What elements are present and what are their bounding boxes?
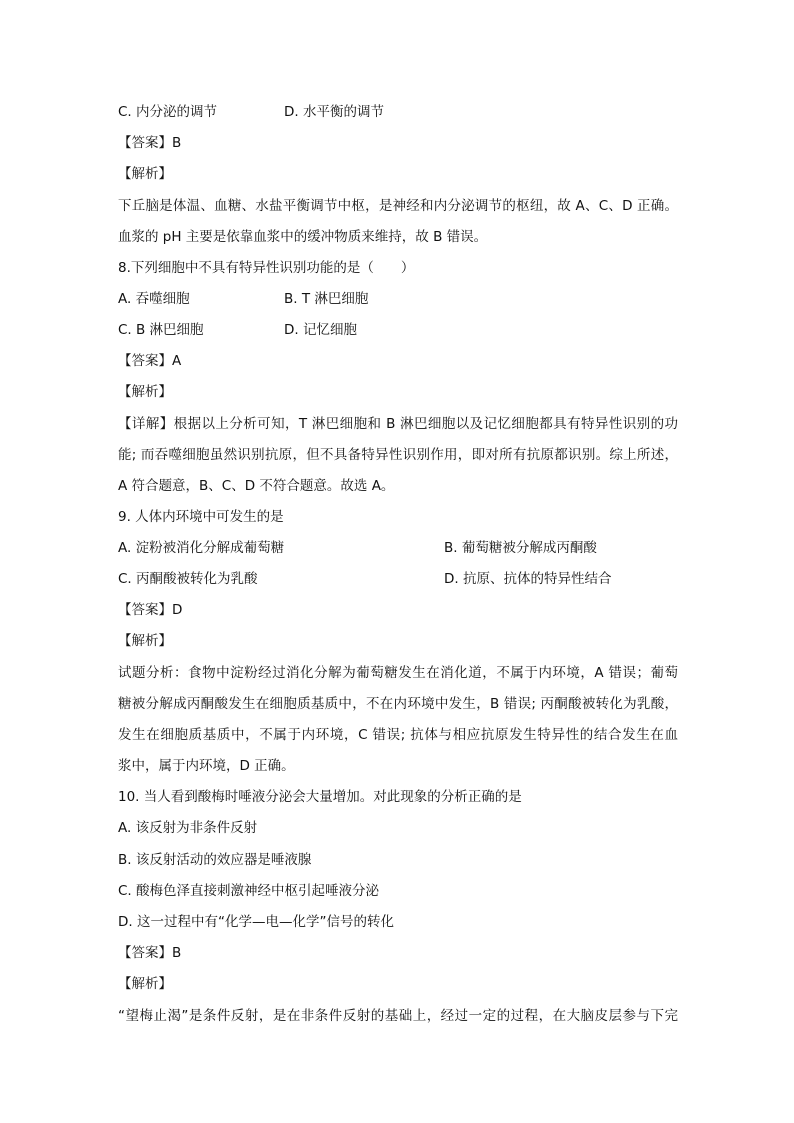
q10-question: 10. 当人看到酸梅时唾液分泌会大量增加。对此现象的分析正确的是: [118, 789, 522, 805]
q10-analysis-line: “望梅止渴”是条件反射，是在非条件反射的基础上，经过一定的过程，在大脑皮层参与下完: [118, 1008, 678, 1024]
q8-analysis-line: 能; 而吞噬细胞虽然识别抗原，但不具备特异性识别作用，即对所有抗原都识别。综上所述，: [118, 447, 678, 463]
q7-analysis-label: 【解析】: [118, 166, 172, 182]
q9-analysis-line: 发生在细胞质基质中，不属于内环境，C 错误; 抗体与相应抗原发生特异性的结合发生在血: [118, 727, 678, 743]
q8-analysis-line: 【详解】根据以上分析可知，T 淋巴细胞和 B 淋巴细胞以及记忆细胞都具有特异性识别的功: [118, 416, 678, 432]
q8-question: 8.下列细胞中不具有特异性识别功能的是（ ）: [118, 260, 415, 276]
q7-option-c: C. 内分泌的调节: [118, 104, 218, 120]
q8-option-b: B. T 淋巴细胞: [284, 291, 369, 307]
q9-option-c: C. 丙酮酸被转化为乳酸: [118, 571, 258, 587]
q7-option-d: D. 水平衡的调节: [284, 104, 384, 120]
q10-analysis-label: 【解析】: [118, 976, 172, 992]
q8-answer: 【答案】A: [118, 353, 182, 369]
q10-answer: 【答案】B: [118, 945, 182, 961]
q8-analysis-line: A 符合题意，B、C、D 不符合题意。故选 A。: [118, 478, 395, 494]
q9-analysis-line: 浆中，属于内环境，D 正确。: [118, 758, 295, 774]
q7-analysis-line: 血浆的 pH 主要是依靠血浆中的缓冲物质来维持，故 B 错误。: [118, 229, 488, 245]
q10-option-b: B. 该反射活动的效应器是唾液腺: [118, 852, 312, 868]
q9-option-b: B. 葡萄糖被分解成丙酮酸: [444, 540, 597, 556]
q9-analysis-line: 糖被分解成丙酮酸发生在细胞质基质中，不在内环境中发生，B 错误; 丙酮酸被转化为乳酸，: [118, 696, 678, 712]
q8-option-a: A. 吞噬细胞: [118, 291, 190, 307]
q10-option-a: A. 该反射为非条件反射: [118, 820, 258, 836]
q10-option-d: D. 这一过程中有“化学—电—化学”信号的转化: [118, 914, 394, 930]
q9-option-a: A. 淀粉被消化分解成葡萄糖: [118, 540, 285, 556]
q7-answer: 【答案】B: [118, 135, 182, 151]
q8-option-c: C. B 淋巴细胞: [118, 322, 204, 338]
q8-option-d: D. 记忆细胞: [284, 322, 357, 338]
q7-analysis-line: 下丘脑是体温、血糖、水盐平衡调节中枢，是神经和内分泌调节的枢纽，故 A、C、D 正确。: [118, 198, 678, 214]
q9-analysis-line: 试题分析：食物中淀粉经过消化分解为葡萄糖发生在消化道，不属于内环境，A 错误；葡萄: [118, 665, 678, 681]
q9-analysis-label: 【解析】: [118, 633, 172, 649]
q9-answer: 【答案】D: [118, 602, 183, 618]
q8-analysis-label: 【解析】: [118, 384, 172, 400]
q9-option-d: D. 抗原、抗体的特异性结合: [444, 571, 612, 587]
q10-option-c: C. 酸梅色泽直接刺激神经中枢引起唾液分泌: [118, 883, 380, 899]
q9-question: 9. 人体内环境中可发生的是: [118, 509, 284, 525]
